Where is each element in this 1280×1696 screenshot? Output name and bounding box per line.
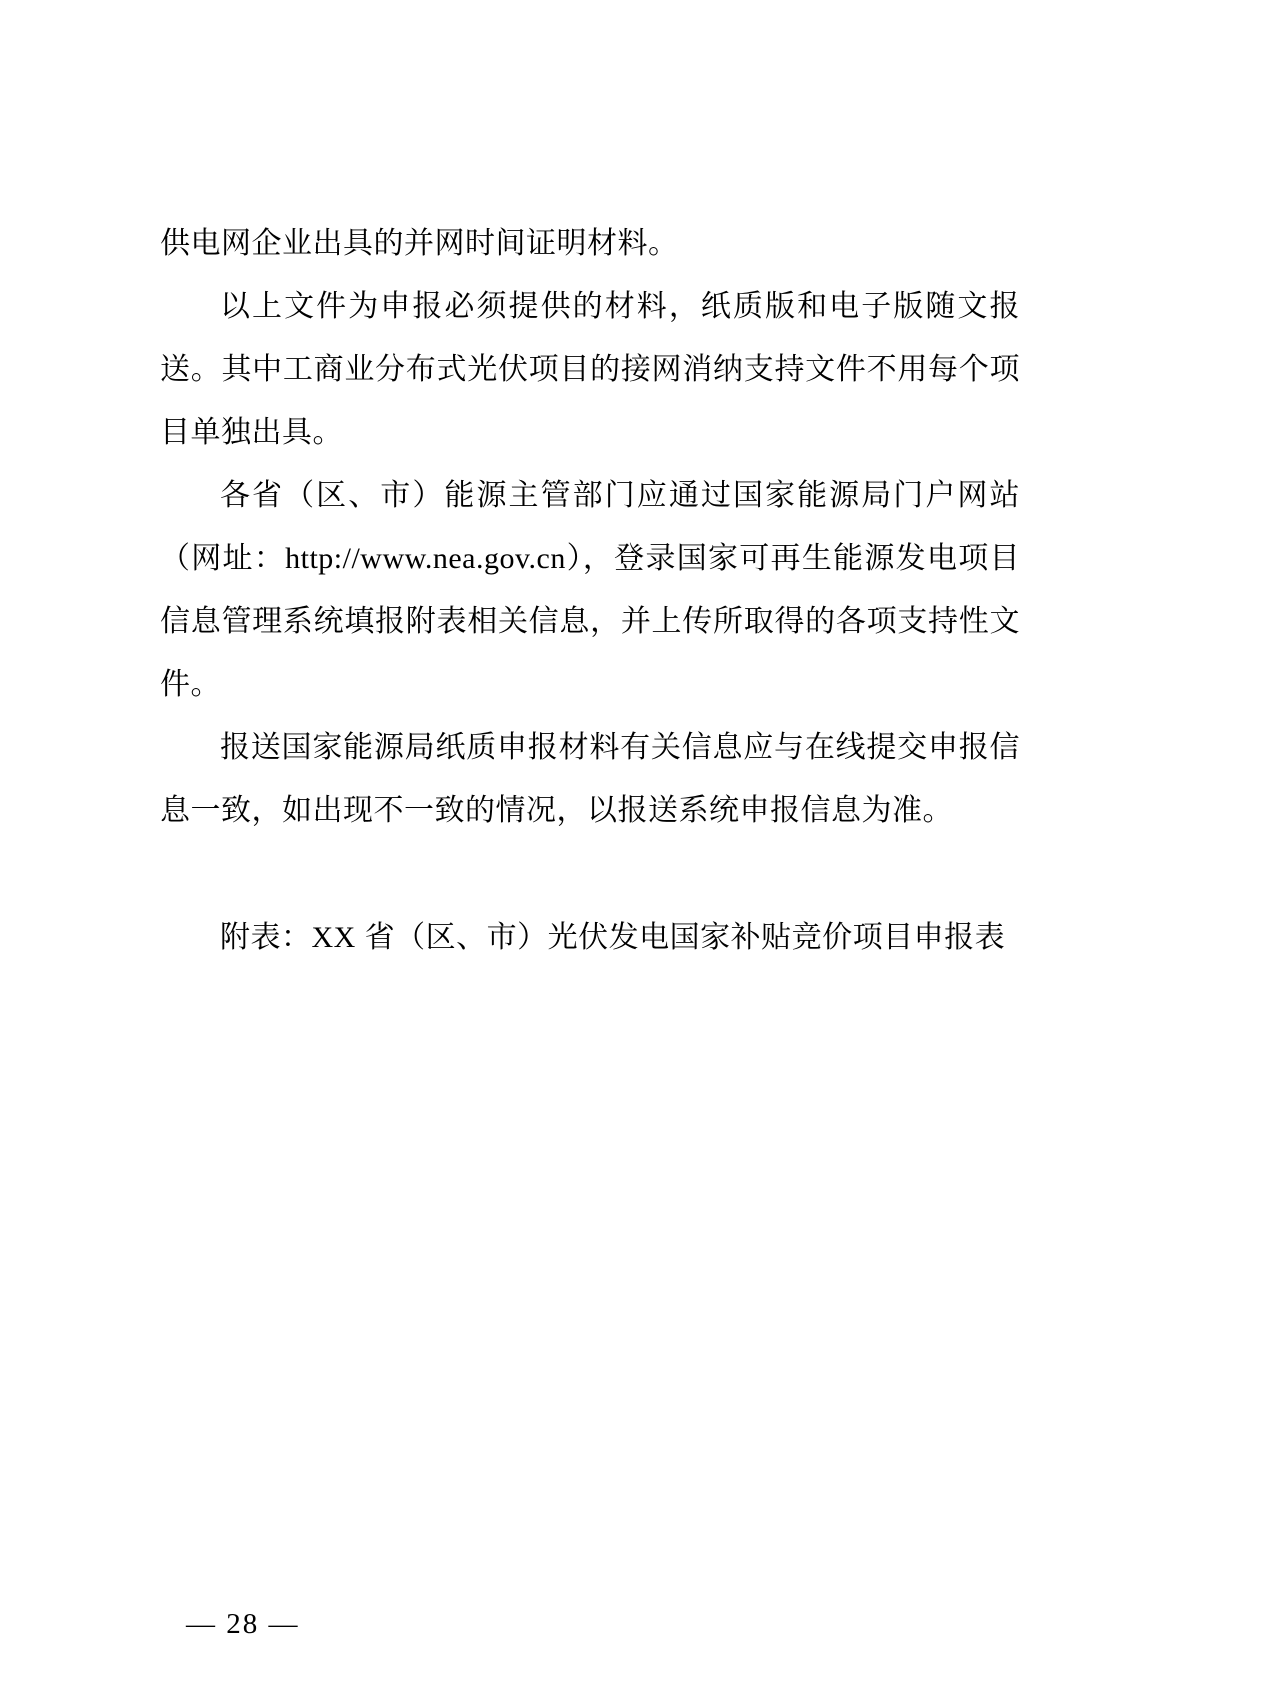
annex-placeholder-xx: XX bbox=[311, 921, 356, 954]
page-number: — 28 — bbox=[186, 1608, 300, 1640]
text-line: 各省（区、市）能源主管部门应通过国家能源局门户网站 bbox=[220, 479, 1020, 512]
annex-title: 省（区、市）光伏发电国家补贴竞价项目申报表 bbox=[355, 921, 1006, 954]
text-line: 以上文件为申报必须提供的材料，纸质版和电子版随文报 bbox=[220, 290, 1020, 323]
text-line: 送。其中工商业分布式光伏项目的接网消纳支持文件不用每个项 bbox=[160, 353, 1020, 386]
text-line: 息一致，如出现不一致的情况，以报送系统申报信息为准。 bbox=[160, 794, 953, 827]
document-body bbox=[160, 212, 1020, 969]
text-line: 信息管理系统填报附表相关信息，并上传所取得的各项支持性文 bbox=[160, 605, 1020, 638]
text-line: 供电网企业出具的并网时间证明材料。 bbox=[160, 227, 679, 260]
annex-label: 附表： bbox=[220, 921, 312, 954]
annex-reference-line bbox=[160, 906, 1020, 969]
text-line: 报送国家能源局纸质申报材料有关信息应与在线提交申报信 bbox=[220, 731, 1020, 764]
text-line: 件。 bbox=[160, 668, 221, 701]
text-line-with-url bbox=[160, 527, 1020, 590]
url-line-suffix: ），登录国家可再生能源发电项目 bbox=[565, 542, 1021, 575]
text-line: 目单独出具。 bbox=[160, 416, 343, 449]
url-line-prefix: （网址： bbox=[160, 542, 286, 575]
nea-url-text: http://www.nea.gov.cn bbox=[285, 542, 566, 575]
